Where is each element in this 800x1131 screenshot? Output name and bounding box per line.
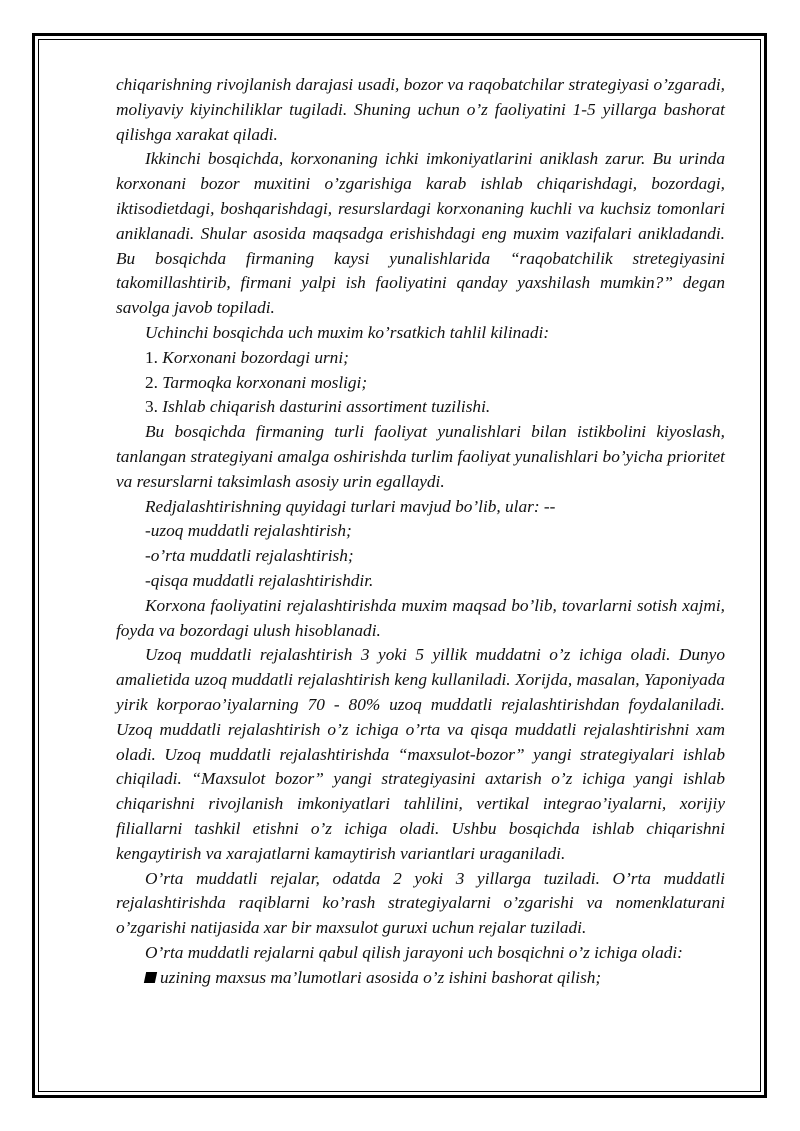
list-text: Ishlab chiqarish dasturini assortiment tuzilishi. — [162, 397, 491, 417]
list-item — [116, 371, 725, 396]
list-number: 3. — [145, 397, 158, 417]
paragraph: Bu bosqichda firmaning turli faoliyat yunalishlari bilan istikbolini kiyoslash, tanlangan strategiyani amalga oshirishda turlim faoliyat yunalishlari bo’yicha prioritet va resurslarni taksimlash asosiy urin egallaydi. — [116, 422, 725, 491]
paragraph: chiqarishning rivojlanish darajasi usadi, bozor va raqobatchilar strategiyasi o’zgaradi, moliyaviy kiyinchiliklar tugiladi. Shuning uchun o’z faoliyatini 1-5 yillarga bashorat qilishga xarakat qiladi. — [116, 75, 725, 144]
paragraph: Uchinchi bosqichda uch muxim ko’rsatkich tahlil kilinadi: — [145, 322, 550, 342]
paragraph: O’rta muddatli rejalarni qabul qilish jarayoni uch bosqichni o’z ichiga oladi: — [145, 942, 683, 962]
paragraph: O’rta muddatli rejalar, odatda 2 yoki 3 yillarga tuziladi. O’rta muddatli rejalashtirishda raqiblarni ko’rash strategiyalarni o’zgarishi va nomenklaturani o’zgarishi natijasida xar bir maxsulot guruxi uchun rejalar tuziladi. — [116, 868, 725, 938]
bullet-item — [116, 966, 725, 991]
list-number: 1. — [145, 347, 158, 367]
paragraph: -uzoq muddatli rejalashtirish; — [145, 521, 352, 541]
list-item — [116, 395, 725, 420]
list-item — [116, 346, 725, 371]
list-number: 2. — [145, 372, 158, 392]
list-text: Tarmoqka korxonani mosligi; — [162, 372, 368, 392]
paragraph: Ikkinchi bosqichda, korxonaning ichki imkoniyatlarini aniklash zarur. Bu urinda korxonani bozor muxitini o’zgarishiga karab ishlab chiqarishdagi, bozordagi, iktisodietdagi, boshqarishdagi, resurslardagi korxonaning kuchli va kuchsiz tomonlari aniklanadi. Shular asosida maqsadga erishishdagi eng muxim vazifalari anikladandi. Bu bosqichda firmaning kaysi yunalishlarida “raqobatchilik stretegiyasini takomillashtirib, firmani yalpi ish faoliyatini qanday yaxshilash mumkin?” degan savolga javob topiladi. — [116, 149, 725, 318]
list-text: Korxonani bozordagi urni; — [162, 347, 349, 367]
paragraph: Korxona faoliyatini rejalashtirishda muxim maqsad bo’lib, tovarlarni sotish xajmi, foyda va bozordagi ulush hisoblanadi. — [116, 595, 725, 640]
paragraph: Redjalashtirishning quyidagi turlari mavjud bo’lib, ular: -- — [145, 496, 556, 516]
document-body — [116, 73, 725, 990]
square-bullet-icon — [144, 972, 157, 983]
paragraph: -o’rta muddatli rejalashtirish; — [145, 546, 354, 566]
bullet-text: uzining maxsus ma’lumotlari asosida o’z ishini bashorat qilish; — [160, 967, 602, 987]
paragraph: Uzoq muddatli rejalashtirish 3 yoki 5 yillik muddatni o’z ichiga oladi. Dunyo amalietida uzoq muddatli rejalashtirish keng kullaniladi. Xorijda, masalan, Yaponiyada yirik korporao’iyalarning 70 - 80% uzoq muddatli rejalashtirishdan foydalaniladi. Uzoq muddatli rejalashtirish o’z ichiga o’rta va qisqa muddatli rejalashtirishni xam oladi. Uzoq muddatli rejalashtirishda “maxsulot-bozor” yangi strategiyalari ishlab chiqiladi. “Maxsulot bozor” yangi strategiyasini axtarish o’z ichiga yangi ishlab chiqarishni rivojlanish imkoniyatlari tahlilini, vertikal integrao’iyalarni, xorijiy filiallarni tashkil etishni o’z ichiga oladi. Ushbu bosqichda ishlab chiqarishni kengaytirish va xarajatlarni kamaytirish variantlari uraganiladi. — [116, 645, 725, 863]
paragraph: -qisqa muddatli rejalashtirishdir. — [145, 570, 374, 590]
